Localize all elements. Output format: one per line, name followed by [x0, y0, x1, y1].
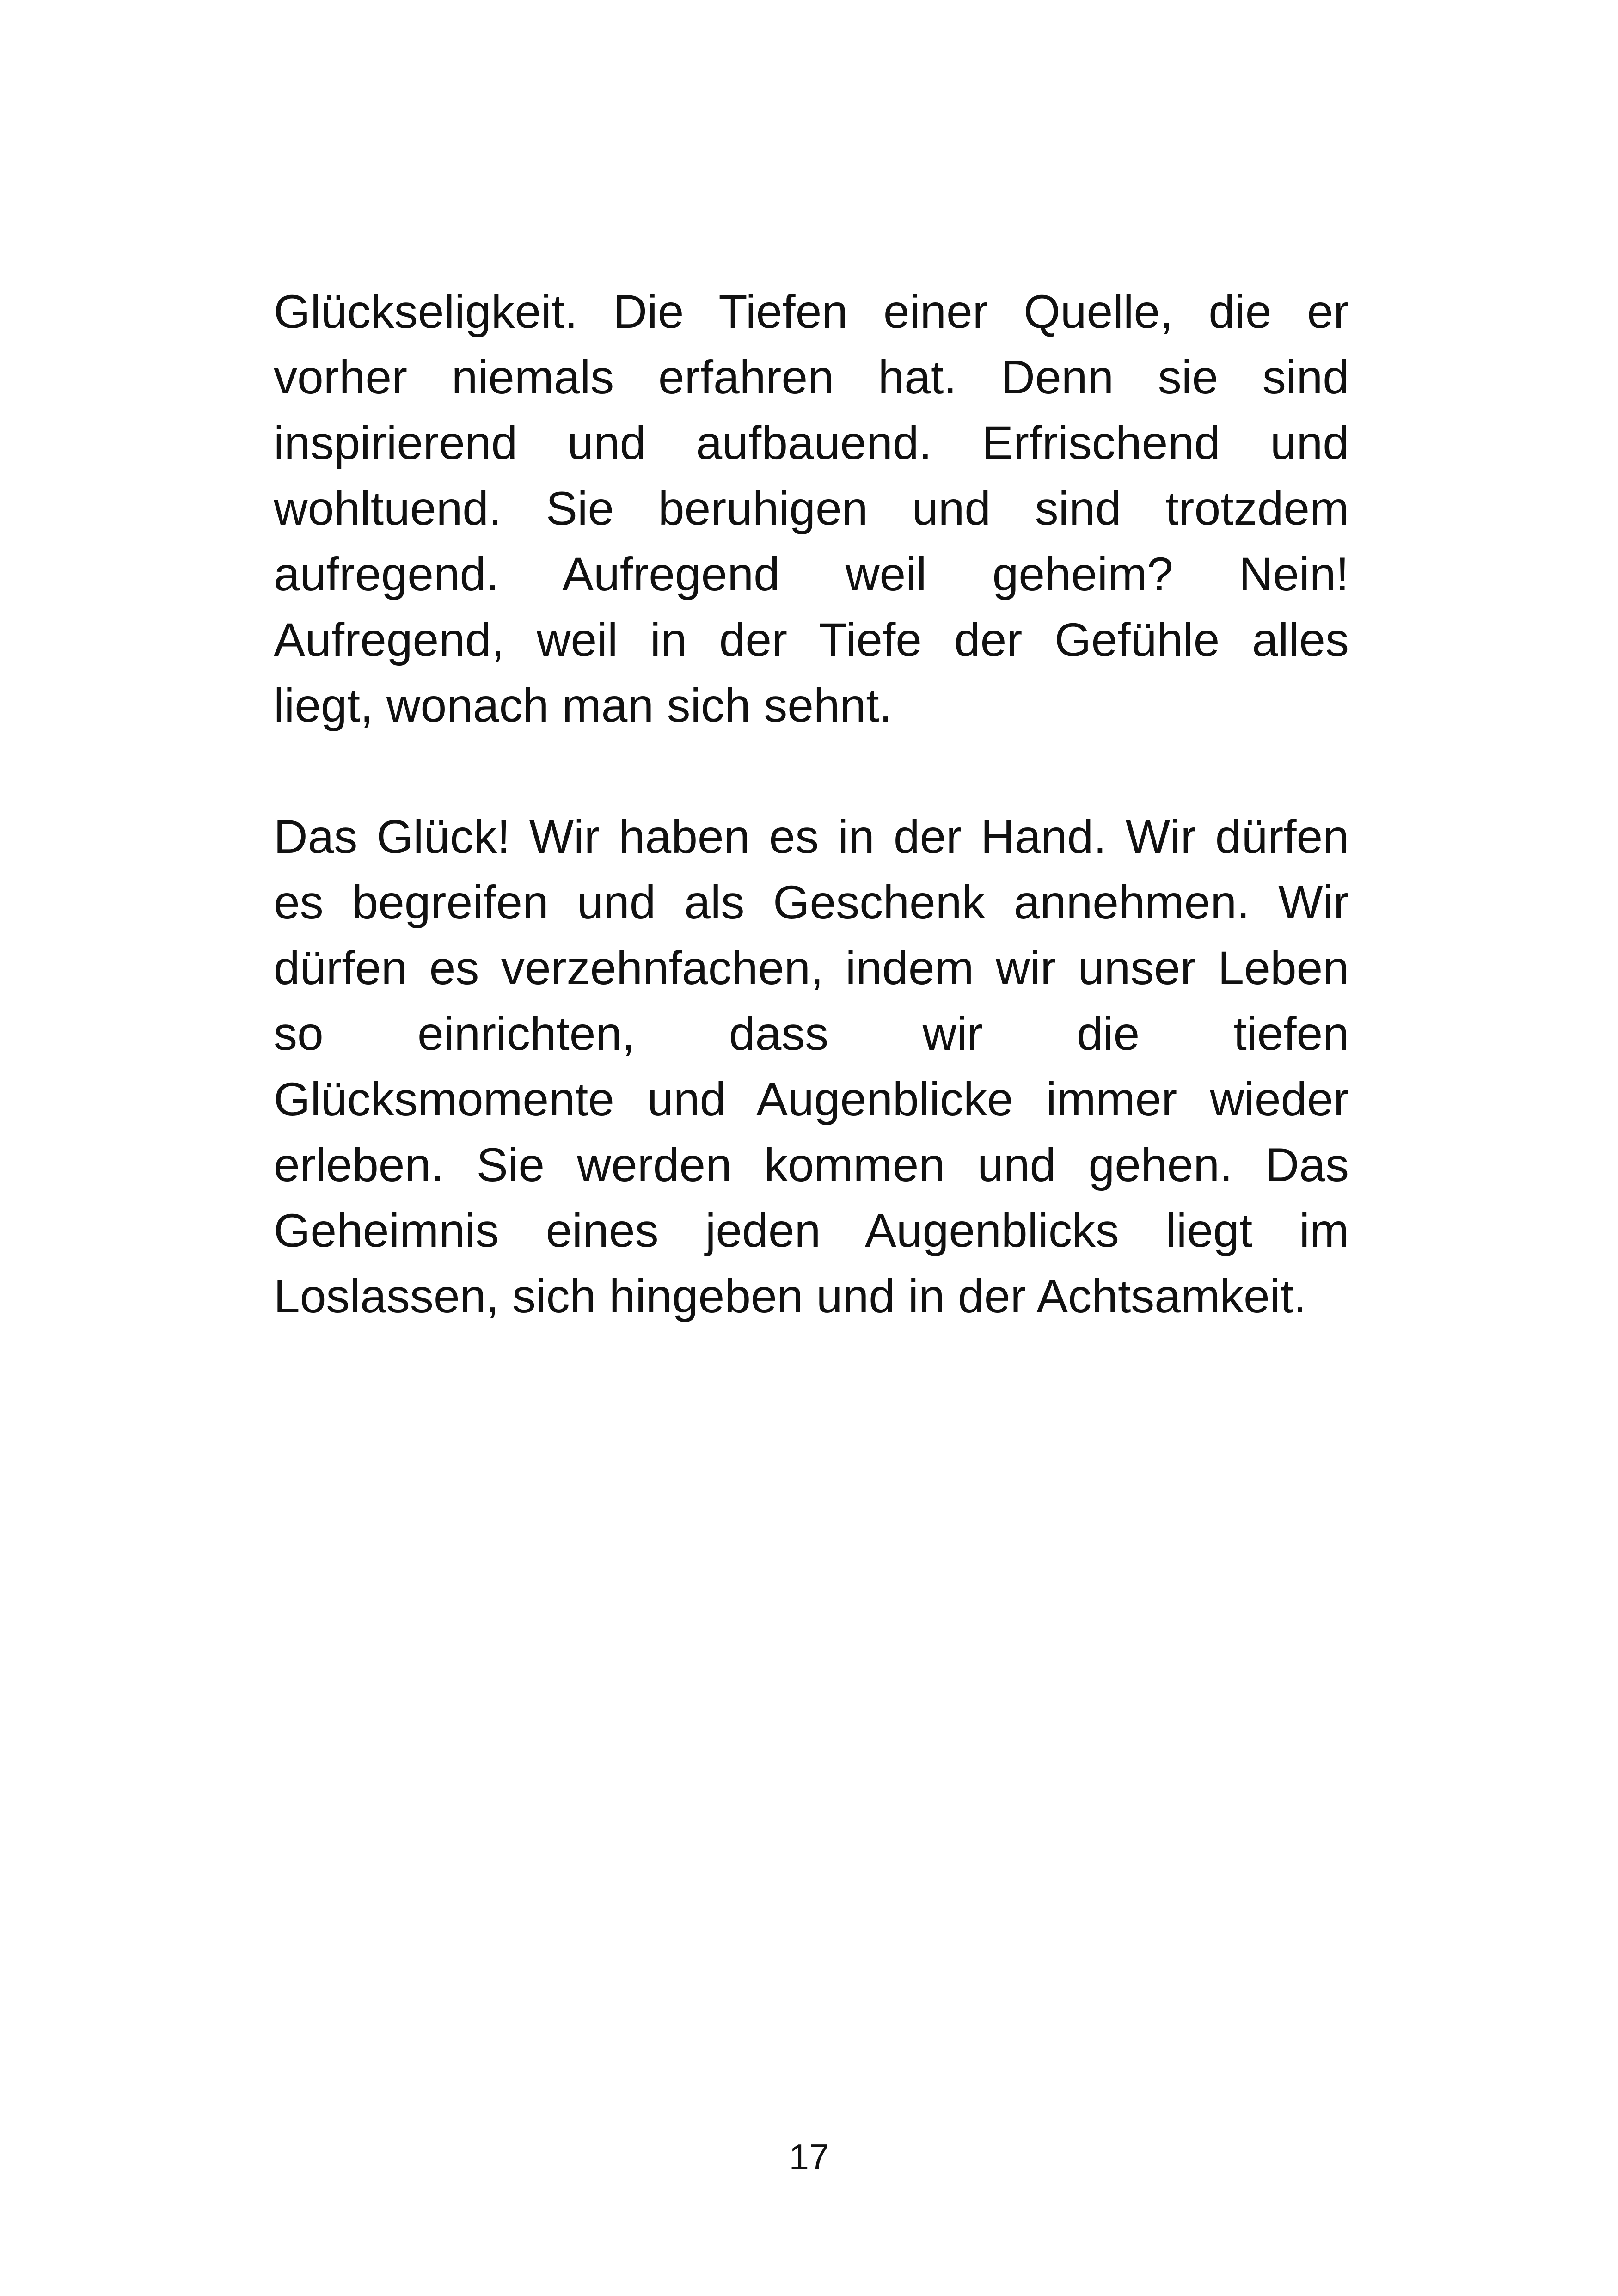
page-number: 17 [789, 2137, 829, 2177]
text-line: aufregend. Aufregend weil geheim? Nein! [274, 548, 1349, 600]
text-line: Aufregend, weil in der Tiefe der Gefühle alles [274, 613, 1349, 666]
paragraph-1 [274, 279, 1349, 738]
text-line: erleben. Sie werden kommen und gehen. Das [274, 1139, 1349, 1191]
paragraph-2 [274, 804, 1349, 1329]
text-line: es begreifen und als Geschenk annehmen. Wir [274, 876, 1349, 929]
text-line: dürfen es verzehnfachen, indem wir unser Leben [274, 942, 1349, 994]
text-line: so einrichten, dass wir die tiefen [274, 1007, 1349, 1060]
text-line: liegt, wonach man sich sehnt. [274, 679, 893, 732]
text-line: Geheimnis eines jeden Augenblicks liegt im [274, 1204, 1349, 1257]
text-line: wohltuend. Sie beruhigen und sind trotzdem [274, 482, 1349, 535]
text-line: inspirierend und aufbauend. Erfrischend und [274, 416, 1349, 469]
text-line: Glücksmomente und Augenblicke immer wieder [274, 1073, 1349, 1126]
text-line: Loslassen, sich hingeben und in der Achtsamkeit. [274, 1270, 1307, 1322]
text-line: vorher niemals erfahren hat. Denn sie sind [274, 351, 1349, 404]
text-line: Glückseligkeit. Die Tiefen einer Quelle, die er [274, 285, 1349, 338]
text-line: Das Glück! Wir haben es in der Hand. Wir dürfen [274, 810, 1349, 863]
